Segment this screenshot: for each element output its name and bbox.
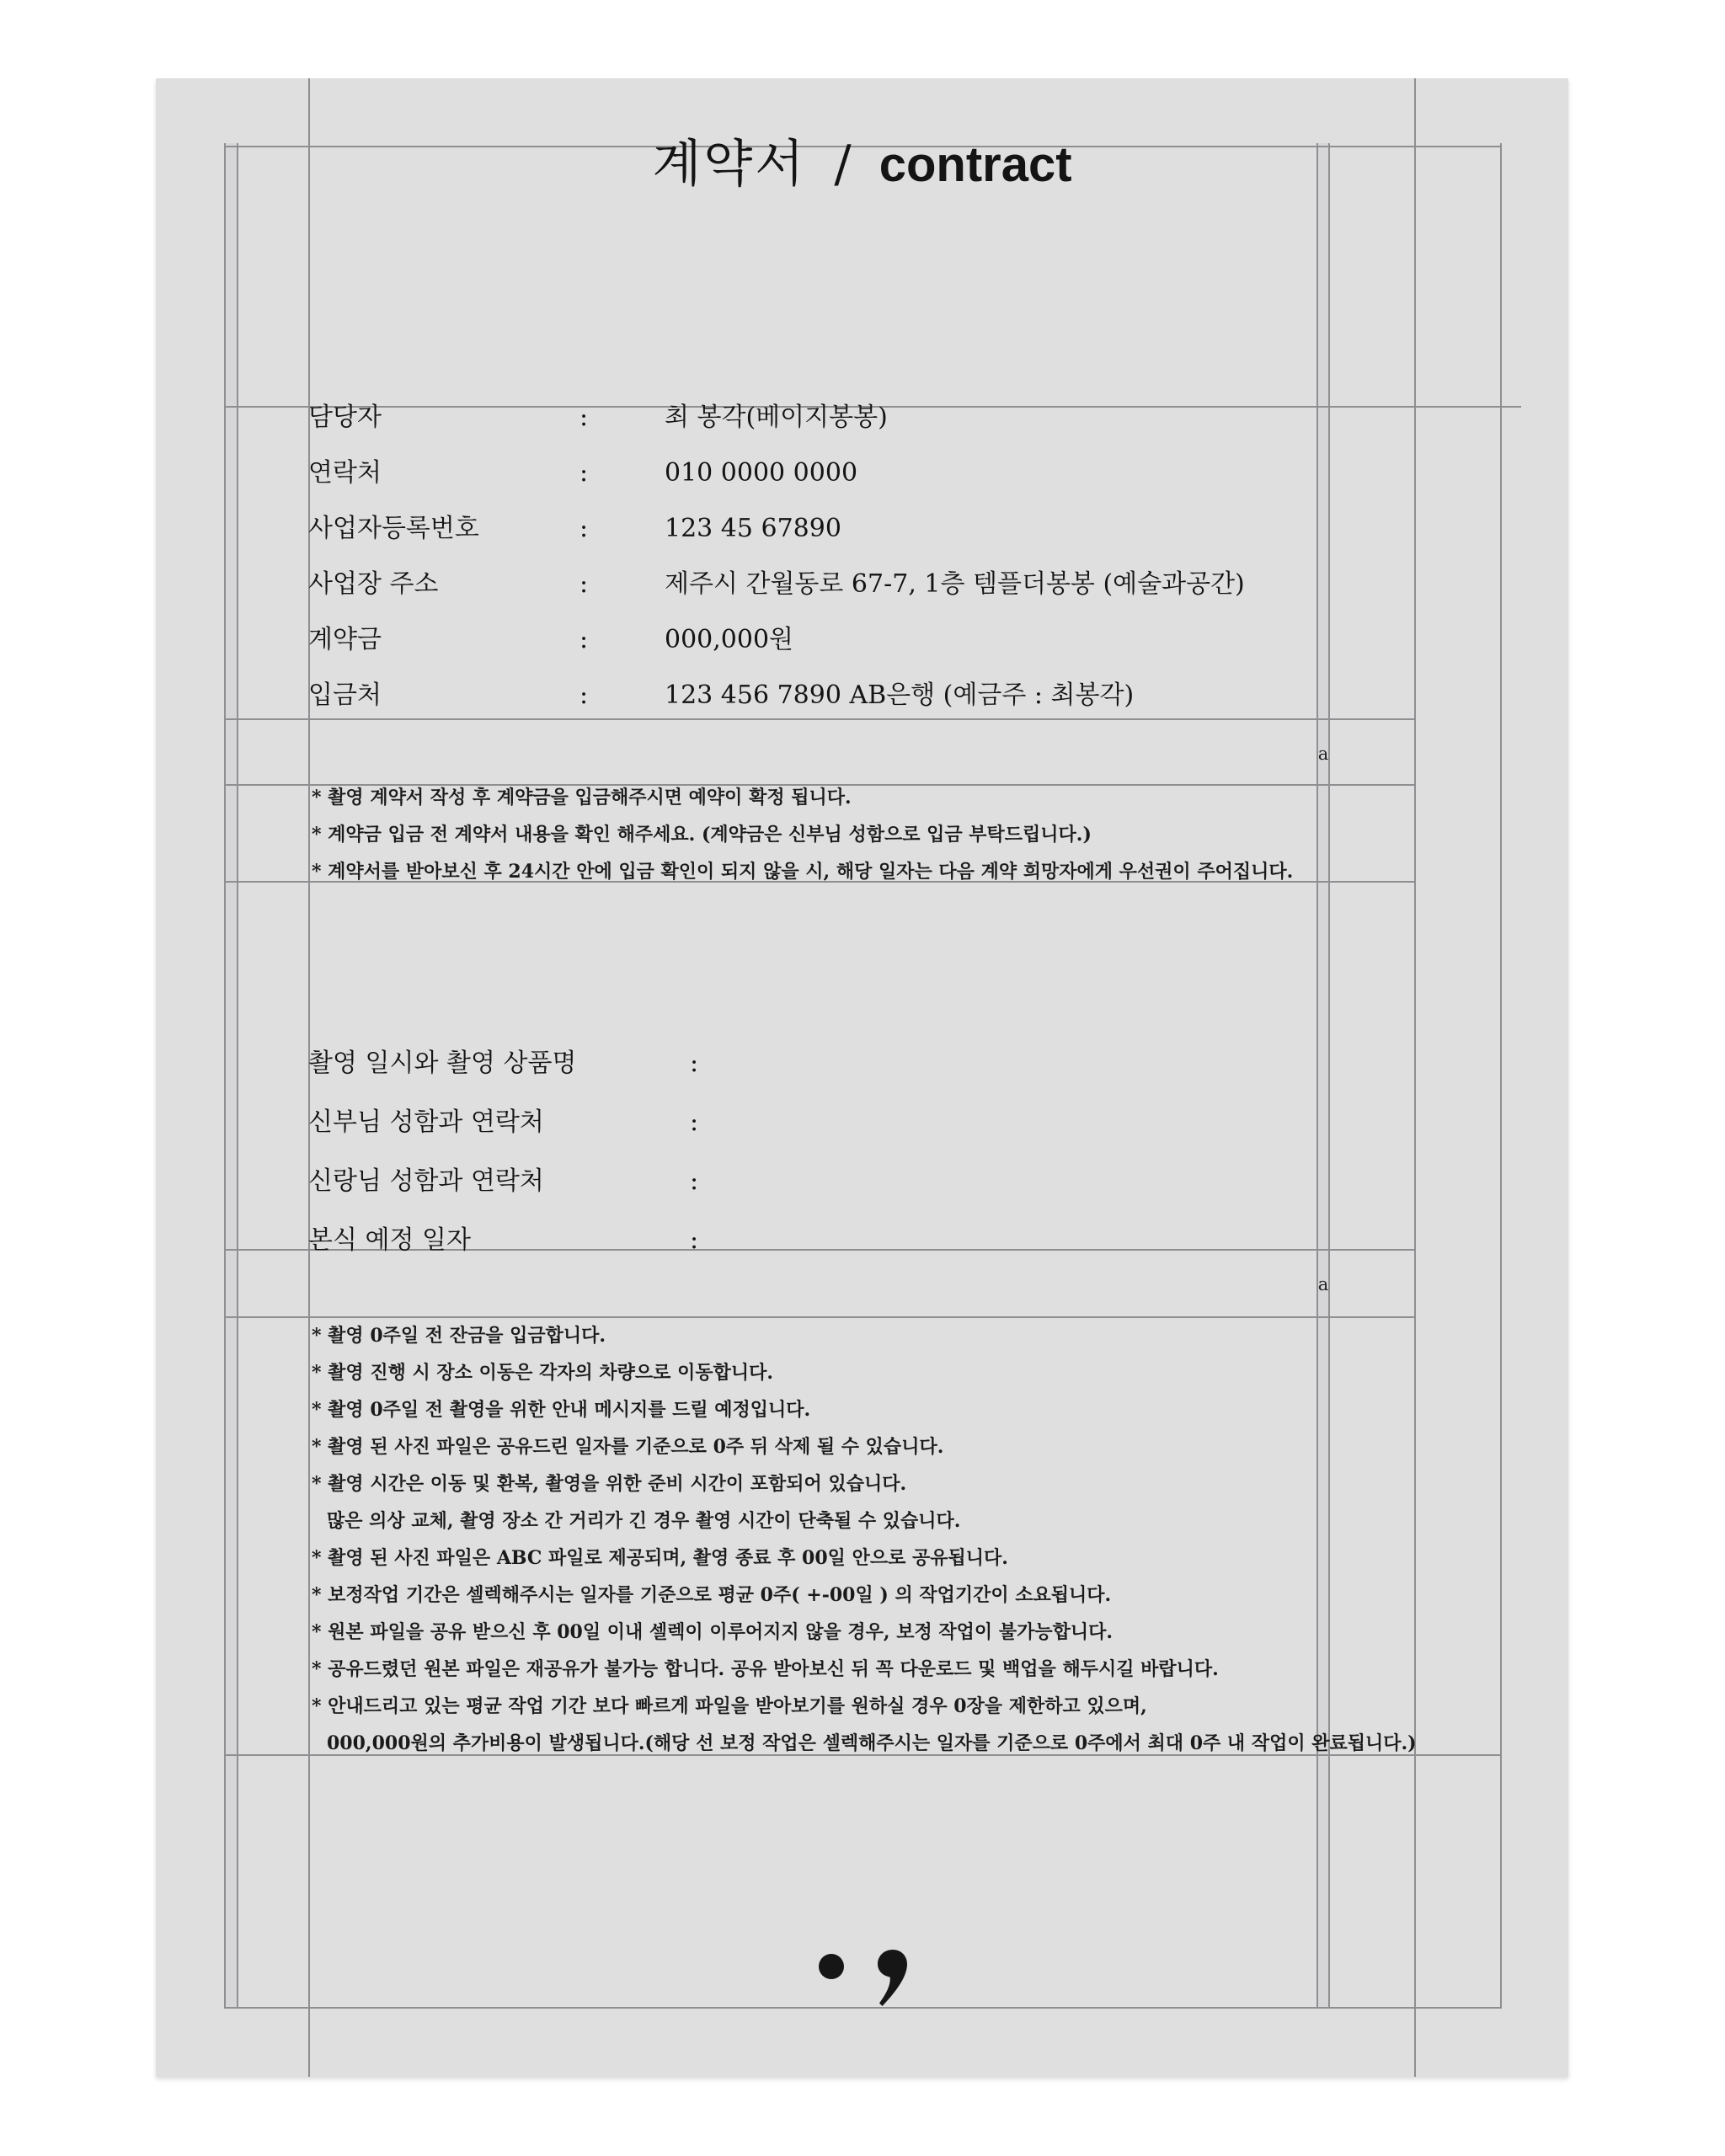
left-margin-strip bbox=[224, 143, 237, 2007]
notice-line: * 촬영 0주일 전 잔금을 입금합니다. bbox=[312, 1325, 606, 1347]
field-value: 123 45 67890 bbox=[665, 514, 841, 543]
field-value: 제주시 간월동로 67-7, 1층 템플더봉봉 (예술과공간) bbox=[665, 569, 1245, 599]
notice-line: * 촬영 시간은 이동 및 환복, 촬영을 위한 준비 시간이 포함되어 있습니다. bbox=[312, 1473, 907, 1495]
notice-line-continuation: 많은 의상 교체, 촬영 장소 간 거리가 긴 경우 촬영 시간이 단축될 수 있습니다. bbox=[327, 1510, 961, 1532]
field-colon: : bbox=[579, 625, 589, 654]
notice-line: * 촬영 0주일 전 촬영을 위한 안내 메시지를 드릴 예정입니다. bbox=[312, 1399, 811, 1421]
notice-block-2 bbox=[312, 1317, 1541, 1762]
notice-line: * 계약서를 받아보신 후 24시간 안에 입금 확인이 되지 않을 시, 해당 일자는 다음 계약 희망자에게 우선권이 주어집니다. bbox=[312, 861, 1294, 883]
title-slash: / bbox=[834, 135, 852, 194]
field-value: 000,000원 bbox=[665, 625, 794, 654]
title-english: contract bbox=[879, 137, 1072, 192]
title-korean: 계약서 bbox=[652, 135, 807, 194]
cell-marker-a-2: a bbox=[1317, 1274, 1329, 1294]
cell-marker-a-1: a bbox=[1317, 744, 1329, 764]
field-colon: : bbox=[690, 1166, 699, 1196]
field-label: 신부님 성함과 연락처 bbox=[308, 1107, 544, 1137]
notice-line: * 계약금 입금 전 계약서 내용을 확인 해주세요. (계약금은 신부님 성함으로 입금 부탁드립니다.) bbox=[312, 824, 1092, 846]
notice-line: * 보정작업 기간은 셀렉해주시는 일자를 기준으로 평균 0주( +-00일 ) 의 작업기간이 소요됩니다. bbox=[312, 1584, 1112, 1606]
field-label: 신랑님 성함과 연락처 bbox=[308, 1166, 544, 1196]
notice-line: * 촬영 된 사진 파일은 공유드린 일자를 기준으로 0주 뒤 삭제 될 수 있습니다. bbox=[312, 1436, 944, 1458]
field-colon: : bbox=[690, 1107, 699, 1137]
frame-strip-left-inner bbox=[237, 143, 238, 2007]
field-colon: : bbox=[579, 514, 589, 543]
notice-block-1 bbox=[312, 779, 1541, 890]
contract-page bbox=[156, 78, 1568, 2077]
notice-line: * 촬영 진행 시 장소 이동은 각자의 차량으로 이동합니다. bbox=[312, 1362, 773, 1384]
field-value: 010 0000 0000 bbox=[665, 458, 858, 488]
guide-line-vertical-right bbox=[1414, 78, 1416, 2077]
field-colon: : bbox=[690, 1049, 699, 1078]
notice-line: * 촬영 계약서 작성 후 계약금을 입금해주시면 예약이 확정 됩니다. bbox=[312, 787, 852, 808]
field-label: 본식 예정 일자 bbox=[308, 1225, 471, 1255]
field-label: 입금처 bbox=[308, 680, 382, 710]
page-title bbox=[156, 134, 1568, 195]
field-label: 계약금 bbox=[308, 625, 382, 654]
logo-comma-icon bbox=[876, 1950, 908, 2007]
notice-line-continuation: 000,000원의 추가비용이 발생됩니다.(해당 선 보정 작업은 셀렉해주시는 일자를 기준으로 0주에서 최대 0주 내 작업이 완료됩니다.) bbox=[327, 1732, 1417, 1754]
logo-dot-icon bbox=[819, 1954, 844, 1979]
field-value: 최 봉각(베이지봉봉) bbox=[665, 403, 888, 432]
notice-line: * 안내드리고 있는 평균 작업 기간 보다 빠르게 파일을 받아보기를 원하실 경우 0장을 제한하고 있으며, bbox=[312, 1695, 1147, 1717]
field-colon: : bbox=[579, 569, 589, 599]
field-label: 사업자등록번호 bbox=[308, 514, 479, 543]
notice-line: * 원본 파일을 공유 받으신 후 00일 이내 셀렉이 이루어지지 않을 경우, 보정 작업이 불가능합니다. bbox=[312, 1621, 1113, 1643]
frame-edge-bottom bbox=[224, 2007, 1502, 2009]
field-label: 연락처 bbox=[308, 458, 382, 488]
field-colon: : bbox=[579, 458, 589, 488]
field-colon: : bbox=[579, 680, 589, 710]
field-label: 촬영 일시와 촬영 상품명 bbox=[308, 1049, 577, 1078]
field-colon: : bbox=[690, 1225, 699, 1255]
frame-edge-left bbox=[224, 143, 226, 2007]
notice-line: * 공유드렸던 원본 파일은 재공유가 불가능 합니다. 공유 받아보신 뒤 꼭 다운로드 및 백업을 해두시길 바랍니다. bbox=[312, 1658, 1219, 1680]
field-label: 담당자 bbox=[308, 403, 382, 432]
notice-line: * 촬영 된 사진 파일은 ABC 파일로 제공되며, 촬영 종료 후 00일 안으로 공유됩니다. bbox=[312, 1547, 1008, 1569]
field-value: 123 456 7890 AB은행 (예금주 : 최봉각) bbox=[665, 680, 1135, 710]
field-colon: : bbox=[579, 403, 589, 432]
field-label: 사업장 주소 bbox=[308, 569, 439, 599]
